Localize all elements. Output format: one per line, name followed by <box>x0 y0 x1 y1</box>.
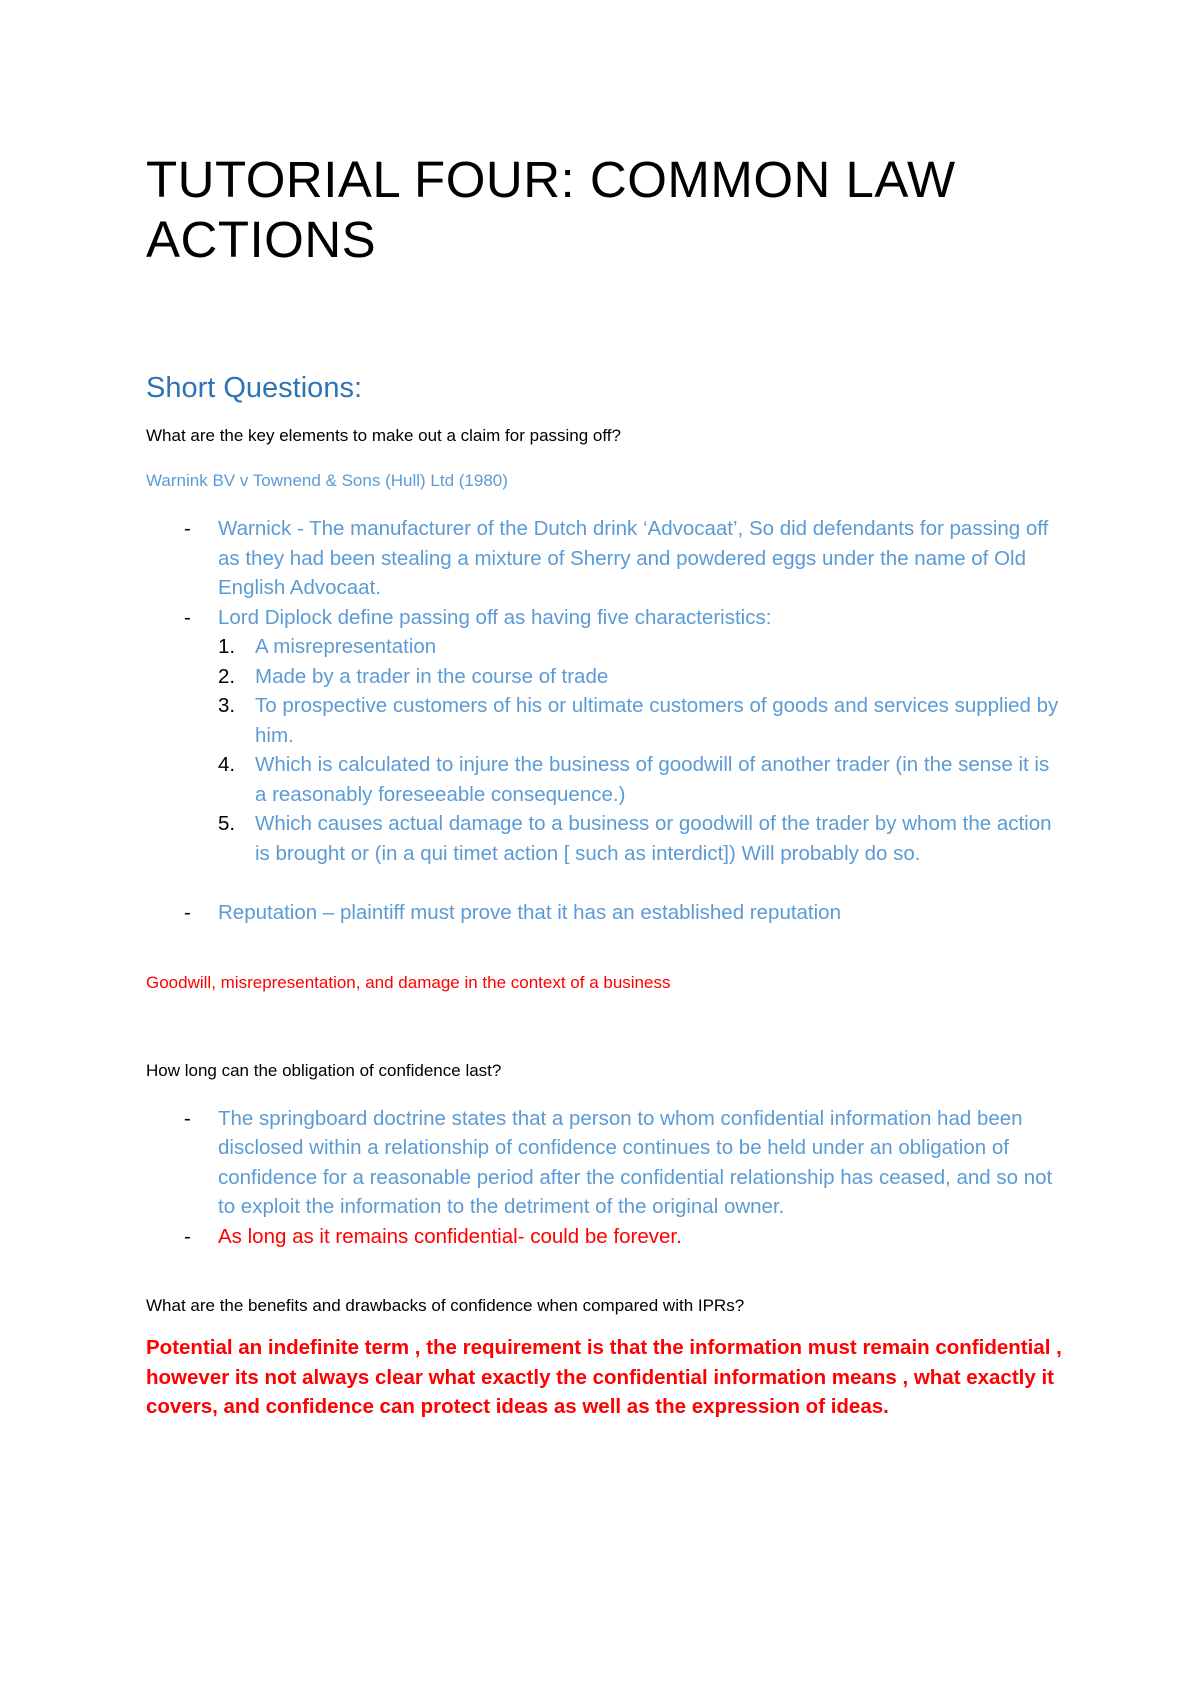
list-item <box>146 691 1066 750</box>
list-item <box>146 1104 1066 1222</box>
dash-marker: - <box>184 517 191 540</box>
list-item-text: The springboard doctrine states that a person to whom confidential information had been disclosed within a relationship of confidence continues to be held under an obligation of confidence for a reasonable period after the confidential relationship has ceased, and so not to exploit the information to the detriment of the original owner. <box>218 1106 1053 1218</box>
list-number: 3. <box>218 694 236 717</box>
list-number: 1. <box>218 635 236 658</box>
list-number: 4. <box>218 753 236 776</box>
dash-marker: - <box>184 1224 191 1248</box>
list-item-text: Made by a trader in the course of trade <box>255 664 609 688</box>
question-3: What are the benefits and drawbacks of confidence when compared with IPRs? <box>146 1296 745 1315</box>
q1-summary: Goodwill, misrepresentation, and damage in the context of a business <box>146 972 671 992</box>
list-item-text: Which causes actual damage to a business or goodwill of the trader by whom the action is brought or (in a qui timet action [ such as interdict]) Will probably do so. <box>255 812 1052 865</box>
q1-bullet-list <box>146 514 1066 632</box>
list-item-text: To prospective customers of his or ultimate customers of goods and services supplied by him. <box>255 694 1059 747</box>
characteristics-list <box>146 632 1066 868</box>
reputation-list <box>146 898 1066 928</box>
list-number: 2. <box>218 664 236 688</box>
list-item <box>146 809 1066 868</box>
list-item-text: Reputation – plaintiff must prove that it has an established reputation <box>218 901 841 924</box>
question-2: How long can the obligation of confidence last? <box>146 1060 502 1080</box>
dash-marker: - <box>184 901 191 924</box>
list-item <box>146 1222 1066 1252</box>
list-item <box>146 514 1066 603</box>
list-item <box>146 603 1066 633</box>
list-item <box>146 632 1066 662</box>
list-item-text: Warnick - The manufacturer of the Dutch drink ‘Advocaat’, So did defendants for passing off as they had been stealing a mixture of Sherry and powdered eggs under the name of Old English Advocaat. <box>218 517 1049 599</box>
list-item <box>146 898 1066 928</box>
list-item-text: As long as it remains confidential- could be forever. <box>218 1224 682 1248</box>
page-title: TUTORIAL FOUR: COMMON LAW ACTIONS <box>146 151 956 268</box>
dash-marker: - <box>184 605 191 629</box>
q3-answer: Potential an indefinite term , the requirement is that the information must remain confidential , however its not always clear what exactly the confidential information means , what exactly it covers, and confidence can protect ideas as well as the expression of ideas. <box>146 1336 1062 1418</box>
list-item-text: A misrepresentation <box>255 635 437 658</box>
q2-bullet-list <box>146 1104 1066 1252</box>
list-item <box>146 662 1066 692</box>
section-heading: Short Questions: <box>146 372 362 404</box>
list-item-text: Which is calculated to injure the business of goodwill of another trader (in the sense it is a reasonably foreseeable consequence.) <box>255 753 1050 806</box>
question-1: What are the key elements to make out a claim for passing off? <box>146 426 621 445</box>
list-item-text: Lord Diplock define passing off as having five characteristics: <box>218 605 772 629</box>
dash-marker: - <box>184 1106 191 1130</box>
case-reference: Warnink BV v Townend & Sons (Hull) Ltd (1980) <box>146 471 508 490</box>
document-page <box>146 150 1066 1422</box>
list-item <box>146 750 1066 809</box>
list-number: 5. <box>218 812 236 835</box>
